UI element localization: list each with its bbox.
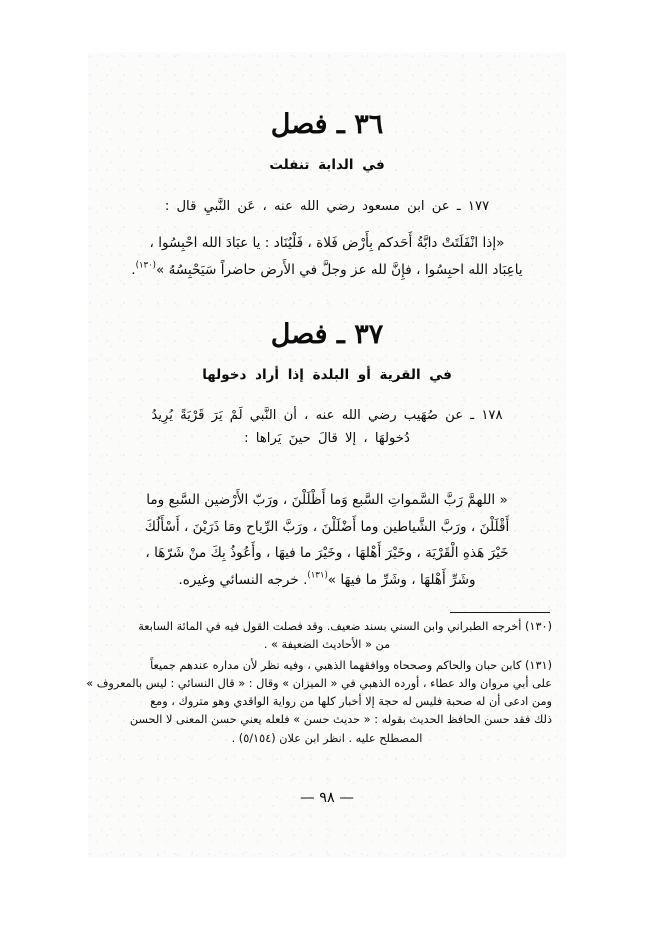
section-36-subtitle-group — [88, 157, 566, 173]
section-37-heading: ٣٧ ـ فصل — [270, 319, 384, 350]
footnote-131-line-4: ذلك فقد حسن الحافظ الحديث بقوله : « حديث حسن » فلعله يعني حسن المعنى لا الحسن — [129, 713, 552, 727]
section-36-heading: ٣٦ ـ فصل — [270, 109, 384, 140]
footnotes-area — [86, 618, 552, 750]
page-number: — ٩٨ — — [300, 790, 354, 806]
footnote-130-line-2: من « الأحاديث الضعيفة » . — [263, 638, 391, 652]
section-36-subtitle: في الدابة تنفلت — [269, 157, 385, 173]
section-37-subtitle: في القرية أو البلدة إذا أراد دخولها — [202, 367, 452, 383]
section-36-heading-group — [88, 110, 566, 140]
hadith-177-matn-line-2-wrap — [100, 257, 554, 284]
hadith-178-trailing-punct: . — [178, 571, 183, 588]
section-37-subtitle-group — [88, 367, 566, 383]
hadith-178-intro — [88, 404, 566, 450]
footnote-131-line-3: ومن ادعى أن له صحبة فليس له حجة إلا أخبار كلها من رواية الواقدي وهو متروك ، ومع — [150, 695, 552, 709]
section-37-heading-group — [88, 320, 566, 350]
hadith-178-intro-line-2: دُخولهَا ، إلا قالَ حينَ يَراها : — [244, 431, 410, 447]
hadith-177-matn-line-2: ياعِبَاد الله احبِسُوا ، فإِنَّ لله عز وجلَّ في الأَرض حاضراً سَيَحْبِسُهُ » — [155, 261, 523, 278]
hadith-178-matn-line-3: خَيْرَ هَذهِ الْقَرْيَة ، وخَيْرَ أَهْلهَا ، وخَيْرَ ما فيهَا ، وأَعُوذُ بِكَ منْ شَرّهَا ، — [145, 545, 509, 561]
scanned-page-sheet — [88, 52, 566, 858]
hadith-178-matn-line-2: أَقْلَلْنَ ، ورَبَّ الشَّياطين وما أَضْلَلْنَ ، ورَبَّ الرِّياح ومَا ذَرَيْنَ ، أَسْأَلُكَ — [144, 518, 510, 535]
hadith-178-intro-line-1: ١٧٨ ـ عن صُهَيب رضي الله عنه ، أن النَّبي لَمْ يَرَ قَرْيَةً يُرِيدُ — [151, 408, 503, 423]
hadith-178-takhrij: . خرجه النسائي وغيره — [182, 571, 308, 588]
hadith-178-footnote-ref: (١٣١) — [307, 570, 328, 581]
hadith-177-intro — [88, 195, 566, 218]
footnote-131 — [86, 657, 552, 748]
footnote-131-line-5: المصطلح عليه . انظر ابن علان (٥/١٥٤) . — [231, 731, 423, 745]
footnote-separator-rule — [450, 612, 550, 613]
hadith-177-matn — [88, 230, 566, 283]
footnote-131-line-1: (١٣١) كابن حبان والحاكم وصححاه ووافقهما الذهبي ، وفيه نظر لأن مداره عندهم جميعاً — [150, 658, 552, 672]
footnote-131-line-2: على أبي مروان والد عطاء ، أورده الذهبي في « الميزان » وقال : « قال النسائي : ليس بالمعروف » — [86, 676, 552, 690]
footnote-130-line-1: (١٣٠) أخرجه الطبراني وابن السني بسند ضعيف. وقد فصلت القول فيه في المائة السابعة — [138, 620, 552, 633]
hadith-178-matn-line-4-wrap — [100, 567, 554, 594]
hadith-177-footnote-ref: (١٣٠) — [135, 260, 156, 271]
hadith-178-matn — [88, 487, 566, 593]
hadith-177-matn-line-1: «إذا انْفَلَتَتْ دابَّةُ أَحَدكم بِأَرْض فَلاة ، فَلْيُنَاد : يا عبَادَ الله احْبِسُوا ، — [149, 235, 505, 251]
hadith-177-intro-line-1: ١٧٧ ـ عن ابن مسعود رضي الله عنه ، عَن النَّبيِ قال : — [164, 199, 490, 214]
hadith-177-trailing-punct: . — [131, 261, 136, 278]
hadith-178-matn-line-4: وشَرِّ أَهْلهَا ، وشَرِّ ما فيهَا » — [327, 571, 476, 588]
hadith-178-matn-line-1: « اللهمَّ رَبَّ السَّمواتِ السَّبع وَما أَظْلَلْنَ ، ورَبّ الأَرْضين السَّبع وما — [146, 492, 508, 508]
footnote-130 — [102, 618, 552, 655]
